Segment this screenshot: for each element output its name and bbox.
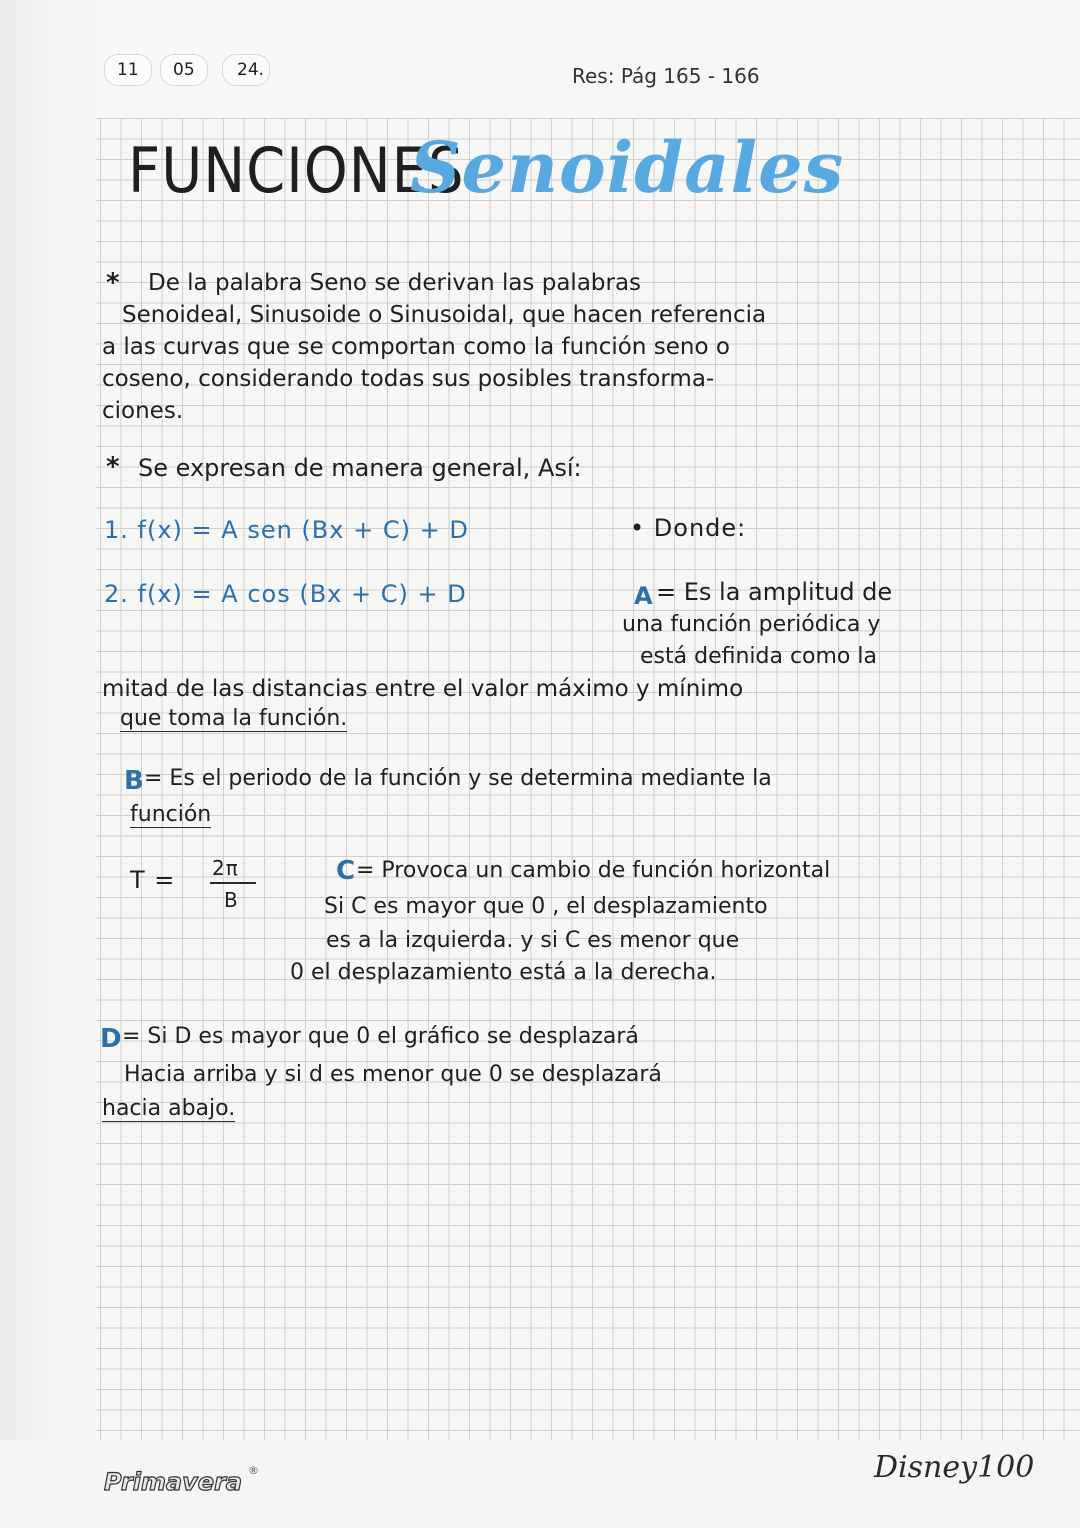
disney100-logo: Disney100 — [874, 1450, 1035, 1485]
brand-logo: Primavera — [104, 1468, 243, 1496]
intro-line-2: Senoideal, Sinusoide o Sinusoidal, que hacen referencia — [122, 302, 767, 328]
page-title: FUNCIONES — [128, 135, 465, 208]
def-a-line-3: está definida como la — [640, 644, 877, 669]
intro-bullet: * — [106, 268, 120, 298]
date-month: 05 — [173, 60, 195, 80]
period-t: T = — [130, 866, 176, 894]
def-d-label: D — [100, 1024, 123, 1054]
intro-line-3: a las curvas que se comportan como la función seno o — [102, 334, 730, 360]
def-c-line-4: 0 el desplazamiento está a la derecha. — [290, 960, 717, 985]
intro-line-4: coseno, considerando todas sus posibles transforma- — [102, 366, 715, 392]
period-denominator: B — [224, 888, 239, 912]
def-c-line-2: Si C es mayor que 0 , el desplazamiento — [324, 894, 768, 919]
date-year: 24. — [237, 60, 265, 80]
formula-cosine: 2. f(x) = A cos (Bx + C) + D — [104, 580, 467, 608]
donde-label: • Donde: — [630, 514, 747, 542]
page-title-accent: Senoidales — [410, 126, 845, 209]
general-bullet: * — [106, 452, 120, 482]
def-b-label: B — [124, 766, 145, 796]
def-b-line-2: función — [130, 802, 212, 827]
def-c-line-1: = Provoca un cambio de función horizontal — [356, 858, 831, 883]
intro-line-5: ciones. — [102, 398, 184, 424]
def-c-line-3: es a la izquierda. y si C es menor que — [326, 928, 740, 953]
def-a-cont-1: mitad de las distancias entre el valor máximo y mínimo — [102, 676, 744, 702]
registered-mark: ® — [248, 1464, 259, 1477]
general-text: Se expresan de manera general, Así: — [138, 454, 582, 482]
period-numerator: 2π — [212, 856, 239, 880]
intro-line-1: De la palabra Seno se derivan las palabras — [148, 270, 642, 296]
def-a-label: A — [634, 582, 654, 610]
def-d-line-3: hacia abajo. — [102, 1096, 236, 1121]
fraction-line — [210, 882, 256, 884]
def-d-line-2: Hacia arriba y si d es menor que 0 se desplazará — [124, 1062, 662, 1087]
date-day: 11 — [117, 60, 139, 80]
resource-note: Res: Pág 165 - 166 — [572, 64, 760, 88]
def-a-line-2: una función periódica y — [622, 612, 881, 637]
def-d-line-1: = Si D es mayor que 0 el gráfico se desplazará — [122, 1024, 639, 1049]
def-a-cont-2: que toma la función. — [120, 706, 348, 731]
def-b-line-1: = Es el periodo de la función y se determina mediante la — [144, 766, 772, 791]
def-a-line-1: = Es la amplitud de — [656, 578, 893, 606]
left-margin — [0, 0, 96, 1528]
formula-sine: 1. f(x) = A sen (Bx + C) + D — [104, 516, 469, 544]
def-c-label: C — [336, 856, 357, 886]
